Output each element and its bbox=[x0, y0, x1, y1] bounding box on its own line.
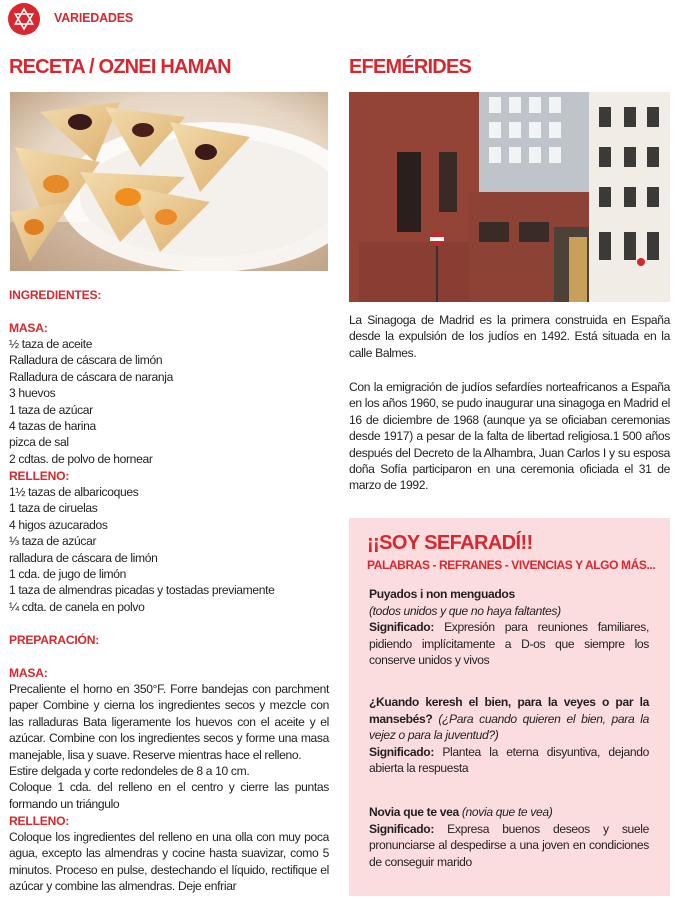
list-item: Ralladura de cáscara de naranja bbox=[9, 369, 173, 384]
list-item: 1 taza de ciruelas bbox=[9, 501, 98, 516]
list-item: ⅓ taza de azúcar bbox=[9, 534, 97, 549]
list-item: Ralladura de cáscara de limón bbox=[9, 353, 163, 368]
saying-phrase: Puyados i non menguados bbox=[369, 587, 515, 601]
list-item: 4 higos azucarados bbox=[9, 517, 108, 532]
meaning-label: Significado: bbox=[369, 620, 435, 635]
saying-phrase: Novia que te vea bbox=[369, 805, 459, 819]
relleno-heading: RELLENO: bbox=[9, 469, 70, 483]
list-item: 1 cda. de jugo de limón bbox=[9, 567, 127, 582]
saying-translation: (¿Para cuando quieren el bien, para la vejez o para la juventud?) bbox=[369, 711, 649, 743]
relleno-ingredient-list bbox=[9, 484, 329, 615]
list-item: 4 tazas de harina bbox=[9, 419, 96, 434]
box-title: ¡¡SOY SEFARADÍ!! bbox=[367, 532, 533, 554]
saying-meaning bbox=[369, 619, 649, 669]
meaning-text: Expresión para reuniones familiares, pidiendo implícitamente a D-os que siempre los conserve unidos y vivos bbox=[369, 620, 649, 668]
synagogue-building-photo bbox=[349, 92, 670, 302]
saying-meaning bbox=[369, 821, 649, 871]
saying-entry bbox=[369, 694, 649, 777]
list-item: pizca de sal bbox=[9, 435, 69, 450]
star-of-david-icon bbox=[8, 3, 40, 35]
ingredients-heading: INGREDIENTES: bbox=[9, 288, 102, 302]
saying-translation: (todos unidos y que no haya faltantes) bbox=[369, 603, 561, 618]
meaning-label: Significado: bbox=[369, 744, 435, 759]
list-item: 1 taza de almendras picadas y tostadas previamente bbox=[9, 583, 275, 598]
list-item: 1½ tazas de albaricoques bbox=[9, 485, 139, 499]
prep-masa-heading: MASA: bbox=[9, 666, 48, 680]
paragraph: Estire delgada y corte redondeles de 8 a 10 cm. bbox=[9, 764, 250, 779]
list-item: ½ taza de aceite bbox=[9, 337, 93, 351]
meaning-text: Expresa buenos deseos y suele pronunciarse al despedirse a una joven en condiciones de conseguir marido bbox=[369, 821, 649, 869]
hamantaschen-photo bbox=[10, 92, 328, 271]
masa-heading: MASA: bbox=[9, 321, 48, 335]
prep-masa-text bbox=[9, 681, 329, 812]
paragraph: Coloque 1 cda. del relleno en el centro y cierre las puntas formando un triángulo bbox=[9, 780, 329, 811]
efemerides-paragraph: Con la emigración de judíos sefardíes norteafricanos a España en los años 1960, se pudo inaugurar una sinagoga en Madrid el 16 de diciembre de 1968 (aunque ya se oficiaban ceremonias desde 1917) a pesar de la falta de libertad religiosa.1 500 años después del Decreto de la Alhambra, Juan Carlos I y su esposa doña Sofía participaron en una ceremonia oficiada el 31 de marzo de 1992. bbox=[349, 380, 670, 493]
masa-ingredient-list bbox=[9, 336, 329, 467]
list-item: 3 huevos bbox=[9, 386, 56, 401]
section-label: VARIEDADES bbox=[54, 11, 134, 25]
list-item: ¼ cdta. de canela en polvo bbox=[9, 599, 145, 614]
soy-sefaradi-box bbox=[349, 518, 670, 896]
prep-relleno-heading: RELLENO: bbox=[9, 814, 70, 828]
list-item: 1 taza de azúcar bbox=[9, 402, 93, 417]
meaning-text: Plantea la eterna disyuntiva, dejando abierta la respuesta bbox=[369, 744, 649, 776]
saying-entry bbox=[369, 804, 649, 870]
meaning-label: Significado: bbox=[369, 821, 435, 836]
preparation-heading: PREPARACIÓN: bbox=[9, 633, 100, 647]
efemerides-paragraph: La Sinagoga de Madrid es la primera construida en España desde la expulsión de los judíos en 1492. Está situada en la calle Balmes. bbox=[349, 313, 670, 360]
list-item: 2 cdtas. de polvo de hornear bbox=[9, 451, 153, 466]
saying-entry bbox=[369, 586, 649, 669]
paragraph: Precaliente el horno en 350°F. Forre bandejas con parchment paper Combine y cierna los ingredientes secos y mezcle con las ralladuras Bata ligeramente los huevos con el aceite y el azúcar. Combine con los ingredientes secos y forme una masa manejable, lisa y suave. Reserve mientras hace el relleno. bbox=[9, 682, 329, 762]
list-item: ralladura de cáscara de limón bbox=[9, 550, 158, 565]
saying-phrase: ¿Kuando keresh el bien, para la veyes o par la mansebés? bbox=[369, 695, 649, 726]
saying-meaning bbox=[369, 744, 649, 777]
box-subtitle: PALABRAS - REFRANES - VIVENCIAS Y ALGO MÁS... bbox=[367, 558, 656, 572]
saying-translation: (novia que te vea) bbox=[461, 805, 553, 819]
efemerides-title: EFEMÉRIDES bbox=[349, 56, 472, 78]
recipe-title: RECETA / OZNEI HAMAN bbox=[9, 56, 231, 78]
prep-relleno-text: Coloque los ingredientes del relleno en una olla con muy poca agua, excepto las almendras y cocine hasta suavizar, como 5 minutos. Proceso en pulse, destechando el líquido, rectifique el azúcar y combine las almendras. Deje enfriar bbox=[9, 830, 329, 894]
